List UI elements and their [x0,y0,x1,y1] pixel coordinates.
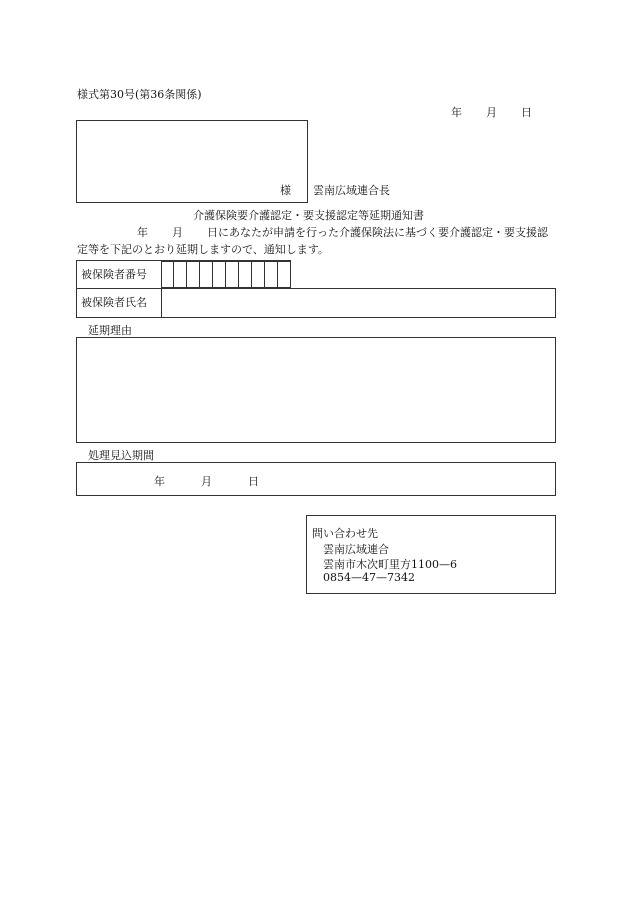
reason-label: 延期理由 [88,324,132,337]
insured-number-cells[interactable] [161,260,291,289]
addressee-box [76,120,308,203]
period-day: 日 [248,475,259,488]
issue-date-month: 月 [486,106,497,119]
reason-field[interactable] [76,337,556,443]
contact-phone: 0854—47—7342 [323,571,415,584]
body-text: 日にあなたが申請を行った介護保険法に基づく要介護認定・要支援認定等を下記のとおり延期しますので、通知します。 [77,226,548,256]
sender-name: 雲南広域連合長 [313,184,390,197]
form-number: 様式第30号(第36条関係) [77,88,202,101]
digit-cell[interactable] [265,261,278,288]
contact-heading: 問い合わせ先 [312,527,378,540]
digit-cell[interactable] [161,261,174,288]
digit-cell[interactable] [200,261,213,288]
insured-name-field[interactable] [161,288,556,318]
insured-number-label: 被保険者番号 [76,260,162,289]
period-year: 年 [154,475,165,488]
body-month: 月 [172,226,183,239]
digit-cell[interactable] [239,261,252,288]
document-title: 介護保険要介護認定・要支援認定等延期通知書 [193,209,424,222]
digit-cell[interactable] [174,261,187,288]
period-month: 月 [201,475,212,488]
contact-address: 雲南市木次町里方1100—6 [323,558,457,571]
digit-cell[interactable] [213,261,226,288]
issue-date-day: 日 [521,106,532,119]
insured-name-label: 被保険者氏名 [76,288,162,318]
digit-cell[interactable] [278,261,291,288]
issue-date-year: 年 [451,106,462,119]
contact-org: 雲南広域連合 [323,543,389,556]
period-label: 処理見込期間 [88,449,154,462]
digit-cell[interactable] [226,261,239,288]
period-field[interactable] [76,462,556,496]
digit-cell[interactable] [252,261,265,288]
body-year: 年 [137,226,148,239]
addressee-honorific: 様 [280,184,291,197]
digit-cell[interactable] [187,261,200,288]
